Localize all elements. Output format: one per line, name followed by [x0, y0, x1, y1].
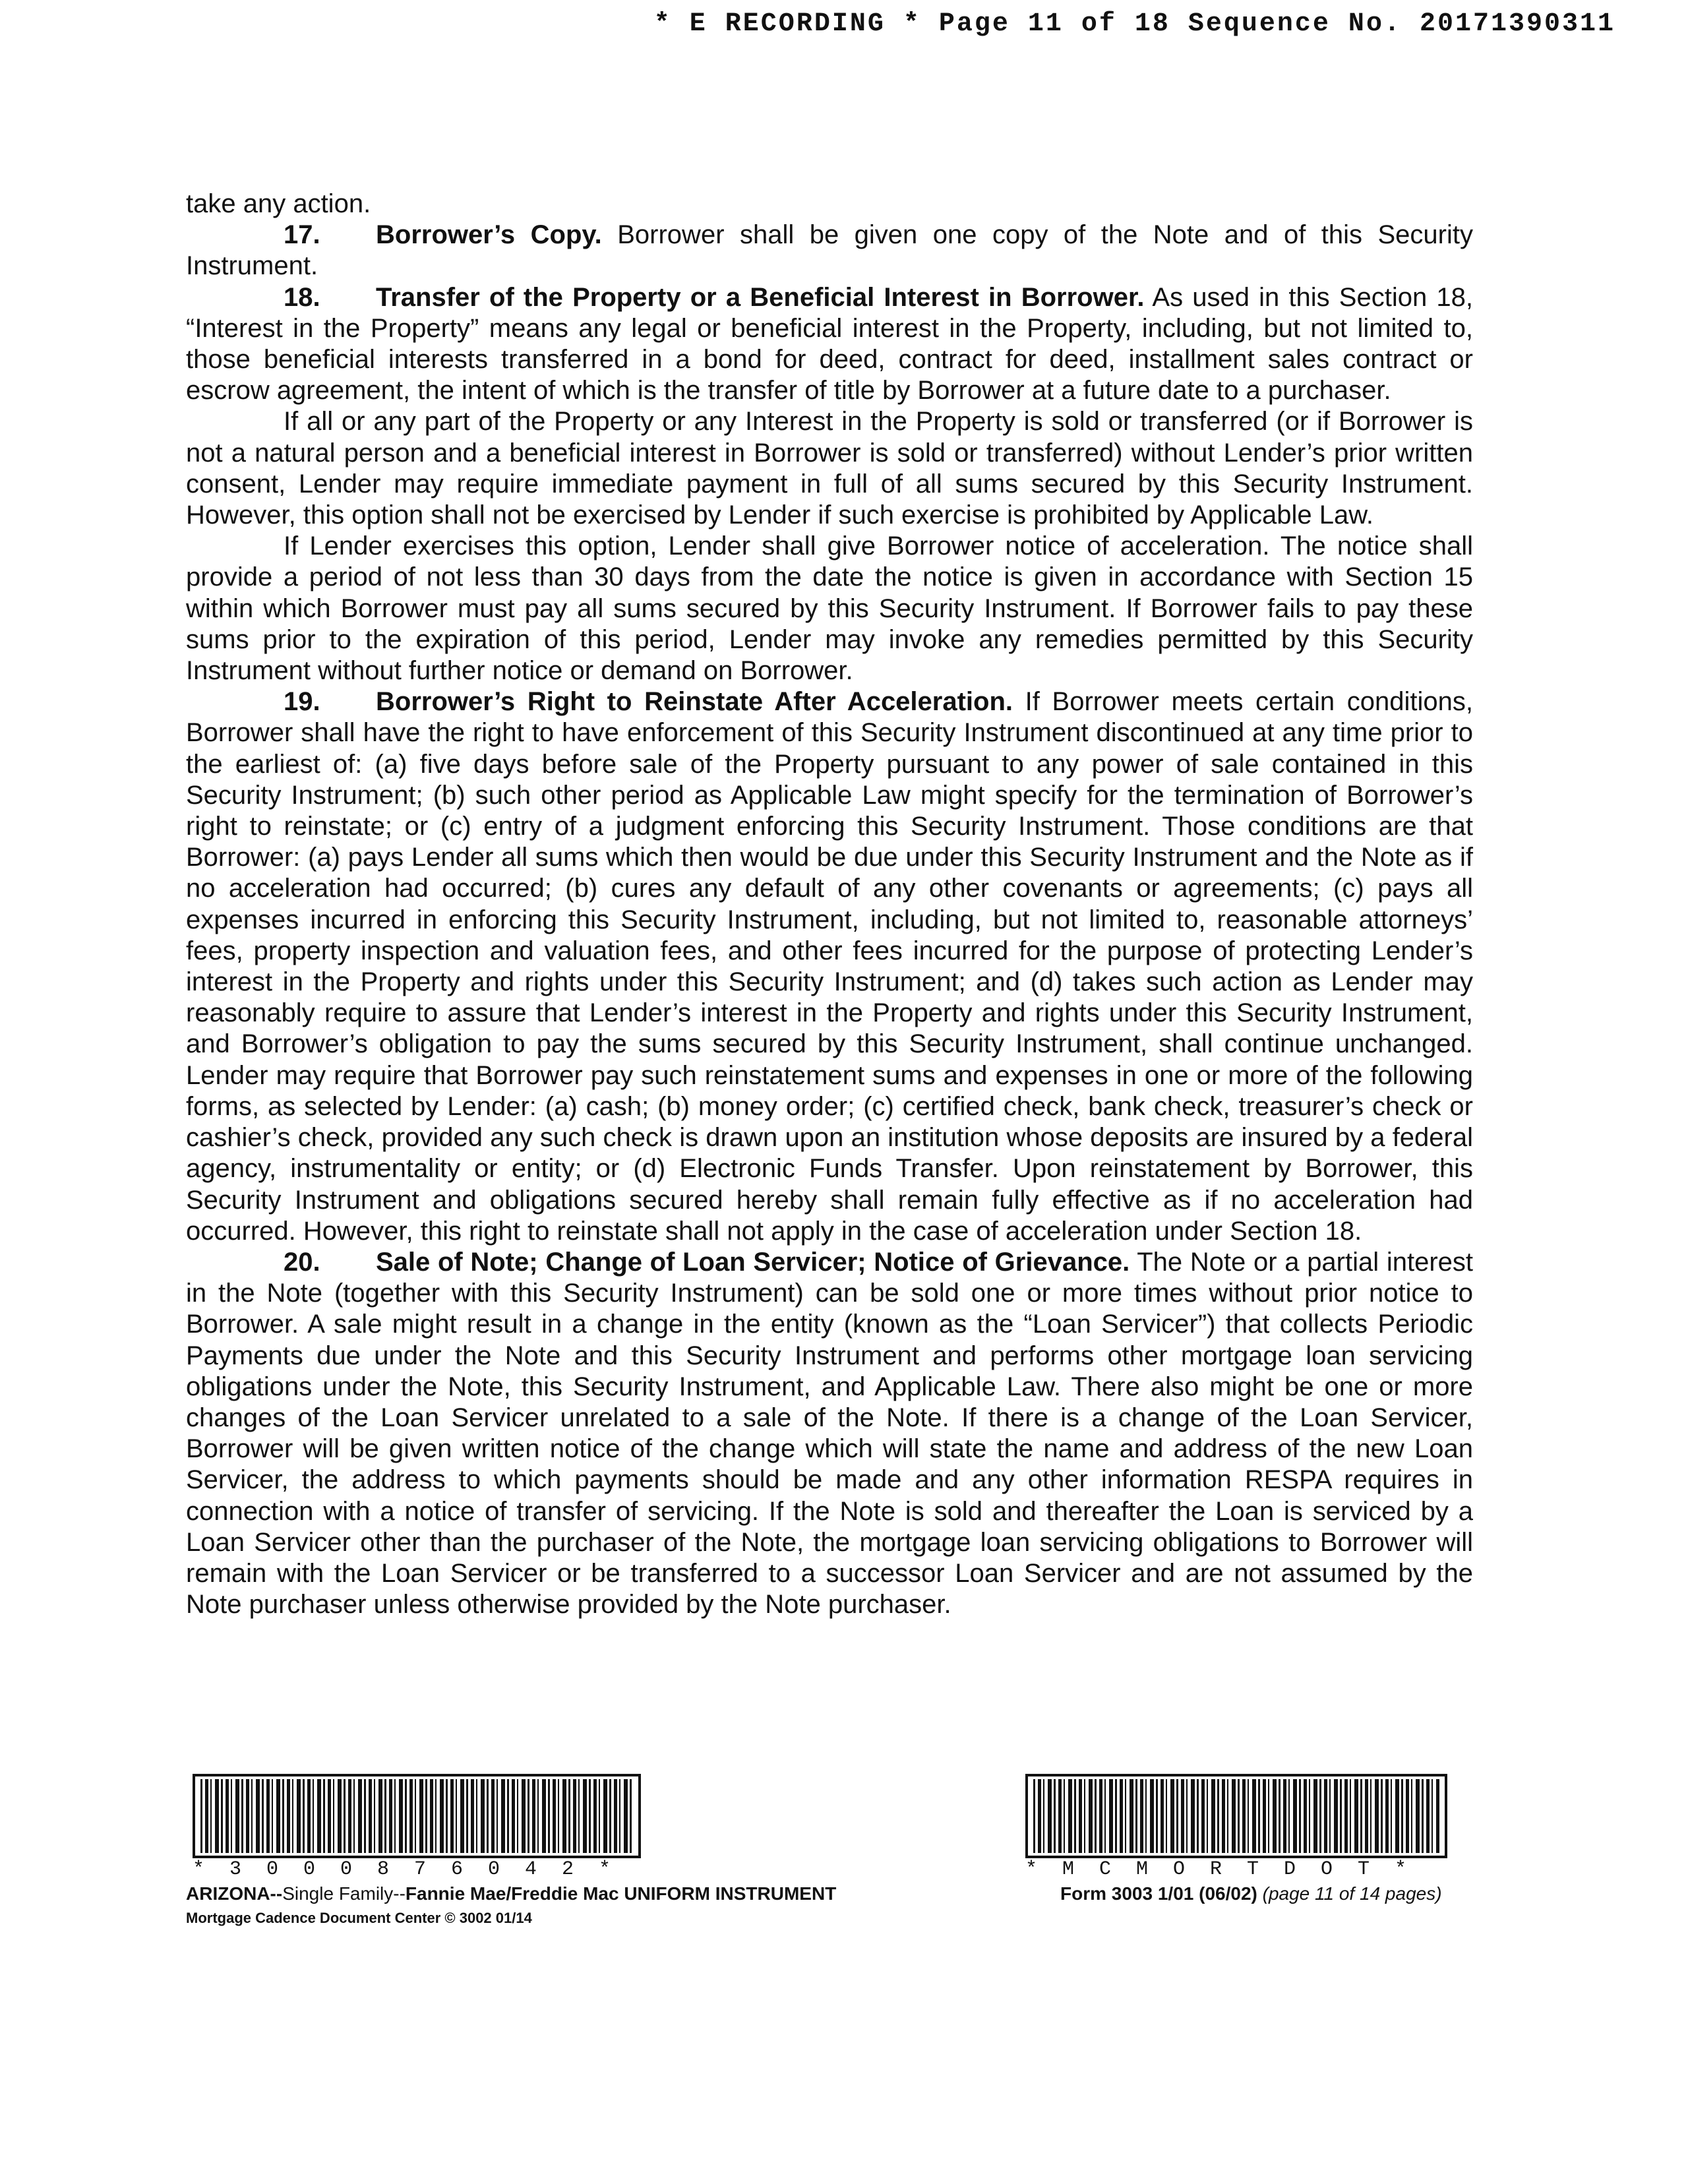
state-prefix: ARIZONA-- — [186, 1883, 283, 1904]
recording-header: * E RECORDING * Page 11 of 18 Sequence No. 20171390311 — [653, 9, 1615, 39]
form-id: Form 3003 1/01 (06/02) — [1060, 1883, 1257, 1904]
state-mid: Single Family-- — [282, 1883, 406, 1904]
loan-barcode — [193, 1774, 641, 1879]
section-20-number: 20. — [284, 1247, 320, 1277]
section-19 — [186, 686, 1473, 1247]
form-barcode — [1025, 1774, 1447, 1879]
section-18 — [186, 282, 1473, 407]
section-18-title: Transfer of the Property or a Beneficial Interest in Borrower. — [376, 282, 1145, 312]
section-20 — [186, 1247, 1473, 1620]
loan-barcode-bars — [193, 1774, 641, 1858]
section-18-paragraph-3: If Lender exercises this option, Lender shall give Borrower notice of acceleration. The notice shall provide a period of not less than 30 days from the date the notice is given in accordance with Section 15 within which Borrower must pay all sums secured by this Security Instrument. If Borrower fails to pay these sums prior to the expiration of this period, Lender may invoke any remedies permitted by this Security Instrument without further notice or demand on Borrower. — [186, 531, 1473, 686]
form-barcode-text: *MCMORTDOT* — [1025, 1858, 1432, 1881]
section-19-title: Borrower’s Right to Reinstate After Acceleration. — [376, 687, 1013, 717]
section-20-text: The Note or a partial interest in the Note (together with this Security Instrument) can be sold one or more times without prior notice to Borrower. A sale might result in a change in the entity (known as the “Loan Servicer”) that collects Periodic Payments due under the Note and this Security Instrument and performs other mortgage loan servicing obligations under the Note, this Security Instrument, and Applicable Law. There also might be one or more changes of the Loan Servicer unrelated to a sale of the Note. If there is a change of the Loan Servicer, Borrower will be given written notice of the change which will state the name and address of the new Loan Servicer, the address to which payments should be made and any other information RESPA requires in connection with a notice of transfer of servicing. If the Note is sold and thereafter the Loan is serviced by a Loan Servicer other than the purchaser of the Note, the mortgage loan servicing obligations to Borrower will remain with the Loan Servicer or be transferred to a successor Loan Servicer and are not assumed by the Note purchaser unless otherwise provided by the Note purchaser. — [186, 1247, 1473, 1620]
section-19-text: If Borrower meets certain conditions, Borrower shall have the right to have enforcement of this Security Instrument discontinued at any time prior to the earliest of: (a) five days before sale of the Property pursuant to any power of sale contained in this Security Instrument; (b) such other period as Applicable Law might specify for the termination of Borrower’s right to reinstate; or (c) entry of a judgment enforcing this Security Instrument. Those conditions are that Borrower: (a) pays Lender all sums which then would be due under this Security Instrument and the Note as if no acceleration had occurred; (b) cures any default of any other covenants or agreements; (c) pays all expenses incurred in enforcing this Security Instrument, including, but not limited to, reasonable attorneys’ fees, property inspection and valuation fees, and other fees incurred for the purpose of protecting Lender’s interest in the Property and rights under this Security Instrument; and (d) takes such action as Lender may reasonably require to assure that Lender’s interest in the Property and rights under this Security Instrument, and Borrower’s obligation to pay the sums secured by this Security Instrument, shall continue unchanged. Lender may require that Borrower pay such reinstatement sums and expenses in one or more of the following forms, as selected by Lender: (a) cash; (b) money order; (c) certified check, bank check, treasurer’s check or cashier’s check, provided any such check is drawn upon an institution whose deposits are insured by a federal agency, instrumentality or entity; or (d) Electronic Funds Transfer. Upon reinstatement by Borrower, this Security Instrument and obligations secured hereby shall remain fully effective as if no acceleration had occurred. However, this right to reinstate shall not apply in the case of acceleration under Section 18. — [186, 687, 1473, 1246]
form-barcode-bars — [1025, 1774, 1447, 1858]
section-17-title: Borrower’s Copy. — [376, 220, 602, 250]
section-17-number: 17. — [284, 220, 320, 250]
section-19-number: 19. — [284, 687, 320, 717]
form-info — [1060, 1883, 1442, 1904]
instrument-label — [186, 1883, 836, 1904]
section-18-paragraph-2: If all or any part of the Property or any Interest in the Property is sold or transferred (or if Borrower is not a natural person and a beneficial interest in Borrower is sold or transferred) without Lender’s prior written consent, Lender may require immediate payment in full of all sums secured by this Security Instrument. However, this option shall not be exercised by Lender if such exercise is prohibited by Applicable Law. — [186, 407, 1473, 530]
document-center-label: Mortgage Cadence Document Center © 3002 01/14 — [186, 1910, 532, 1926]
section-18-text: As used in this Section 18, “Interest in the Property” means any legal or beneficial interest in the Property, including, but not limited to, those beneficial interests transferred in a bond for deed, contract for deed, installment sales contract or escrow agreement, the intent of which is the transfer of title by Borrower at a future date to a purchaser. — [186, 282, 1473, 406]
section-17 — [186, 220, 1473, 282]
loan-barcode-text: *3000876042* — [193, 1858, 636, 1881]
state-rest: Fannie Mae/Freddie Mac UNIFORM INSTRUMENT — [405, 1883, 837, 1904]
section-18-number: 18. — [284, 282, 320, 312]
document-body — [186, 189, 1473, 1620]
page-footer — [0, 1774, 1688, 1945]
section-20-title: Sale of Note; Change of Loan Servicer; Notice of Grievance. — [376, 1247, 1130, 1277]
page-info: (page 11 of 14 pages) — [1262, 1883, 1442, 1904]
section-17-text: Borrower shall be given one copy of the Note and of this Security Instrument. — [186, 220, 1473, 281]
paragraph-take-action: take any action. — [186, 189, 371, 218]
